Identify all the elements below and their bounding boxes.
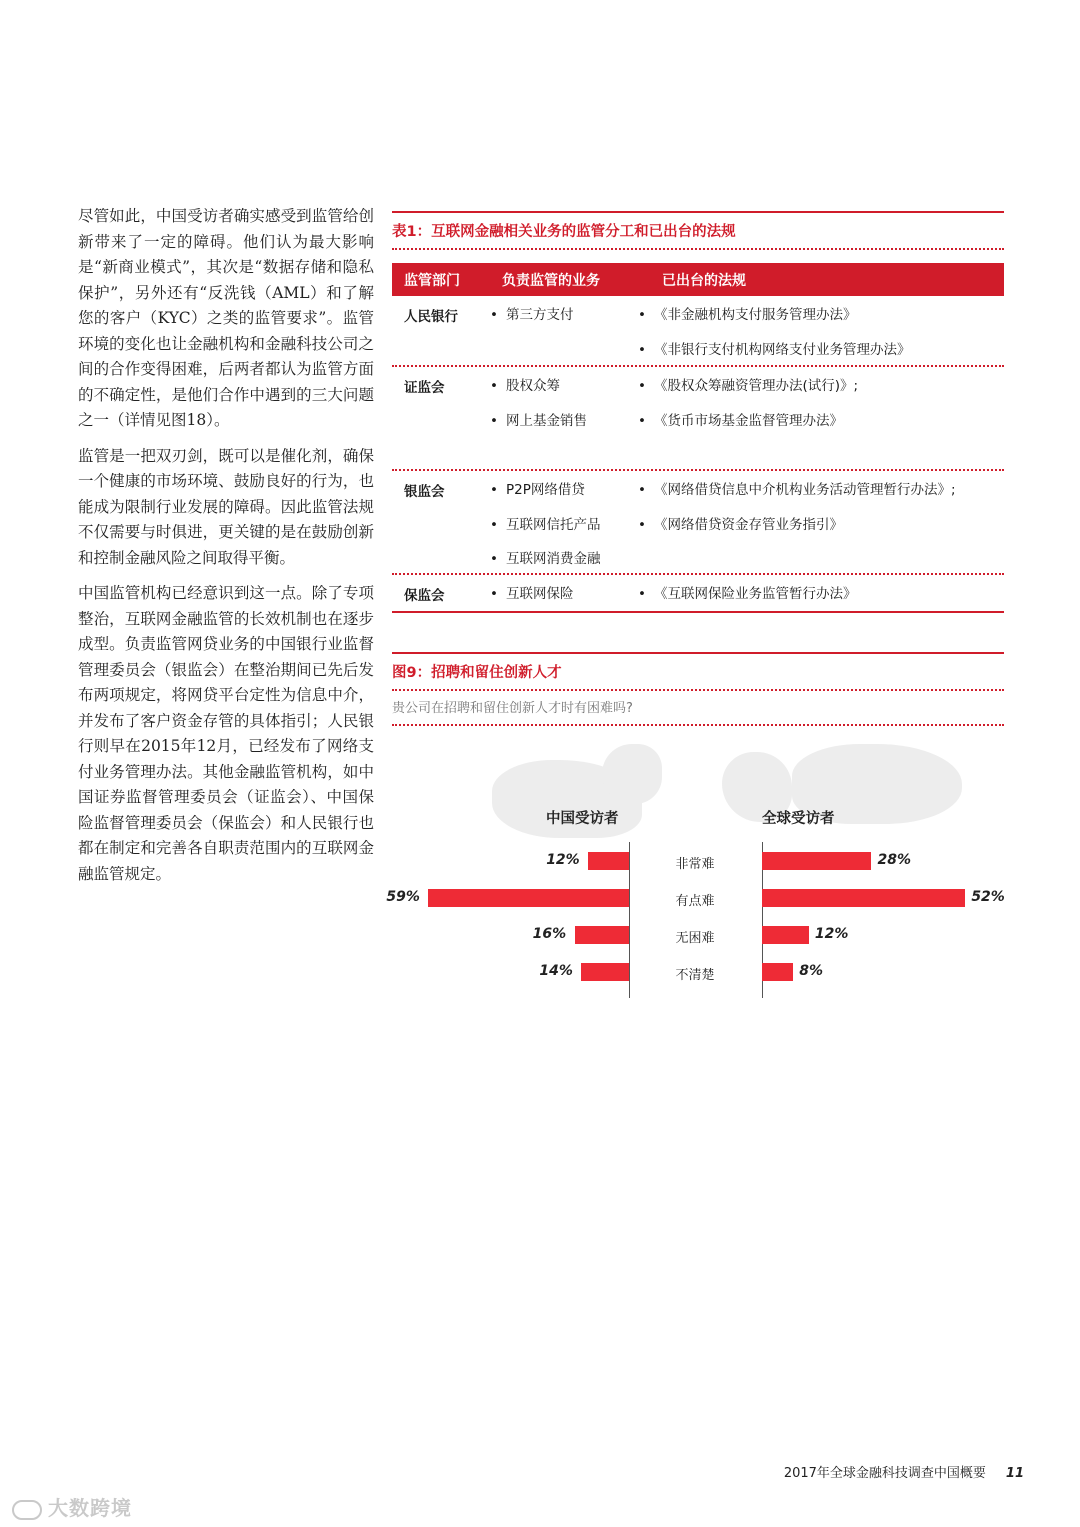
- law-item: • 《非银行支付机构网络支付业务管理办法》: [638, 340, 1004, 375]
- china-value-label: 59%: [386, 889, 420, 905]
- report-name: 2017年全球金融科技调查中国概要: [783, 1466, 986, 1481]
- law-item: • 《互联网保险业务监管暂行办法》: [638, 584, 1004, 619]
- table-row: [392, 367, 1004, 469]
- row-laws: [626, 305, 1004, 365]
- category-label: 不清楚: [675, 968, 715, 983]
- table-header: [392, 263, 1004, 296]
- row-laws: [626, 480, 1004, 573]
- china-axis: [629, 842, 630, 998]
- row-business: [478, 305, 626, 365]
- china-respondents-label: 中国受访者: [546, 811, 619, 827]
- header-business: 负责监管的业务: [502, 272, 600, 289]
- page-footer: [784, 1462, 1024, 1481]
- china-value-label: 14%: [539, 963, 573, 979]
- global-value-label: 28%: [877, 852, 911, 868]
- row-laws: [626, 376, 1004, 469]
- business-item: • 互联网信托产品: [490, 515, 626, 550]
- watermark: [12, 1492, 132, 1521]
- law-item: • 《网络借贷信息中介机构业务活动管理暂行办法》;: [638, 480, 1004, 515]
- law-item: • 《非金融机构支付服务管理办法》: [638, 305, 1004, 340]
- china-bar: [588, 852, 629, 870]
- business-item: • 互联网保险: [490, 584, 626, 619]
- watermark-logo-icon: [12, 1500, 42, 1520]
- table-row: [392, 575, 1004, 611]
- global-value-label: 52%: [971, 889, 1005, 905]
- business-item: • 网上基金销售: [490, 411, 626, 446]
- law-item: • 《网络借贷资金存管业务指引》: [638, 515, 1004, 550]
- paragraph-1: 尽管如此，中国受访者确实感受到监管给创新带来了一定的障碍。他们认为最大影响是“新商业模式”，其次是“数据存储和隐私保护”，另外还有“反洗钱（AML）和了解您的客户（KYC）之类的监管要求”。监管环境的变化也让金融机构和金融科技公司之间的合作变得困难，后两者都认为监管方面的不确定性，是他们合作中遇到的三大问题之一（详情见图18）。: [78, 207, 374, 429]
- china-map-silhouette-east: [602, 744, 662, 804]
- regulation-table: [392, 211, 1004, 613]
- table-title-divider: [392, 248, 1004, 250]
- business-item: • 互联网消费金融: [490, 549, 626, 584]
- global-bar: [762, 852, 871, 870]
- global-bar: [762, 926, 809, 944]
- row-business: [478, 376, 626, 469]
- figure-question: 贵公司在招聘和留住创新人才时有困难吗?: [392, 701, 633, 716]
- header-dept: 监管部门: [404, 272, 460, 289]
- law-item: • 《股权众筹融资管理办法(试行)》;: [638, 376, 1004, 411]
- figure-title: 图9：招聘和留住创新人才: [392, 665, 562, 681]
- china-value-label: 12%: [546, 852, 580, 868]
- header-laws: 已出台的法规: [662, 272, 746, 289]
- global-bar: [762, 963, 793, 981]
- china-bar: [428, 889, 629, 907]
- global-value-label: 12%: [814, 926, 849, 942]
- category-label: 无困难: [675, 931, 715, 946]
- business-item: • 股权众筹: [490, 376, 626, 411]
- category-label: 非常难: [675, 857, 715, 872]
- row-business: [478, 584, 626, 611]
- paragraph-2: 监管是一把双刃剑，既可以是催化剂，确保一个健康的市场环境、鼓励良好的行为，也能成为限制行业发展的障碍。因此监管法规不仅需要与时俱进，更关键的是在鼓励创新和控制金融风险之间取得平衡。: [78, 446, 374, 567]
- category-label: 有点难: [675, 894, 715, 909]
- business-item: • 第三方支付: [490, 305, 626, 340]
- global-value-label: 8%: [799, 963, 824, 979]
- global-respondents-label: 全球受访者: [762, 811, 835, 827]
- figure-9: [386, 652, 1005, 1002]
- row-dept: 银监会: [404, 484, 445, 500]
- watermark-text: 大数跨境: [48, 1496, 132, 1520]
- row-business: [478, 480, 626, 573]
- table-row: [392, 471, 1004, 573]
- table-row: [392, 296, 1004, 365]
- table-title: 表1：互联网金融相关业务的监管分工和已出台的法规: [392, 224, 736, 240]
- body-text-column: [78, 204, 374, 897]
- china-bar: [581, 963, 629, 981]
- page-number: 11: [1005, 1466, 1024, 1481]
- china-value-label: 16%: [532, 926, 567, 942]
- global-bar: [762, 889, 965, 907]
- row-dept: 人民银行: [404, 309, 458, 325]
- row-dept: 证监会: [404, 380, 445, 396]
- business-item: • P2P网络借贷: [490, 480, 626, 515]
- row-laws: [626, 584, 1004, 611]
- law-item: • 《货币市场基金监督管理办法》: [638, 411, 1004, 446]
- figure-question-divider: [392, 724, 1004, 726]
- china-bar: [575, 926, 629, 944]
- paragraph-3: 中国监管机构已经意识到这一点。除了专项整治，互联网金融监管的长效机制也在逐步成型。负责监管网贷业务的中国银行业监督管理委员会（银监会）在整治期间已先后发布两项规定，将网贷平台定性为信息中介，并发布了客户资金存管的具体指引；人民银行则早在2015年12月，已经发布了网络支付业务管理办法。其他金融监管机构，如中国证券监督管理委员会（证监会）、中国保险监督管理委员会（保监会）和人民银行也都在制定和完善各自职责范围内的互联网金融监管规定。: [78, 584, 374, 883]
- row-dept: 保监会: [404, 588, 445, 604]
